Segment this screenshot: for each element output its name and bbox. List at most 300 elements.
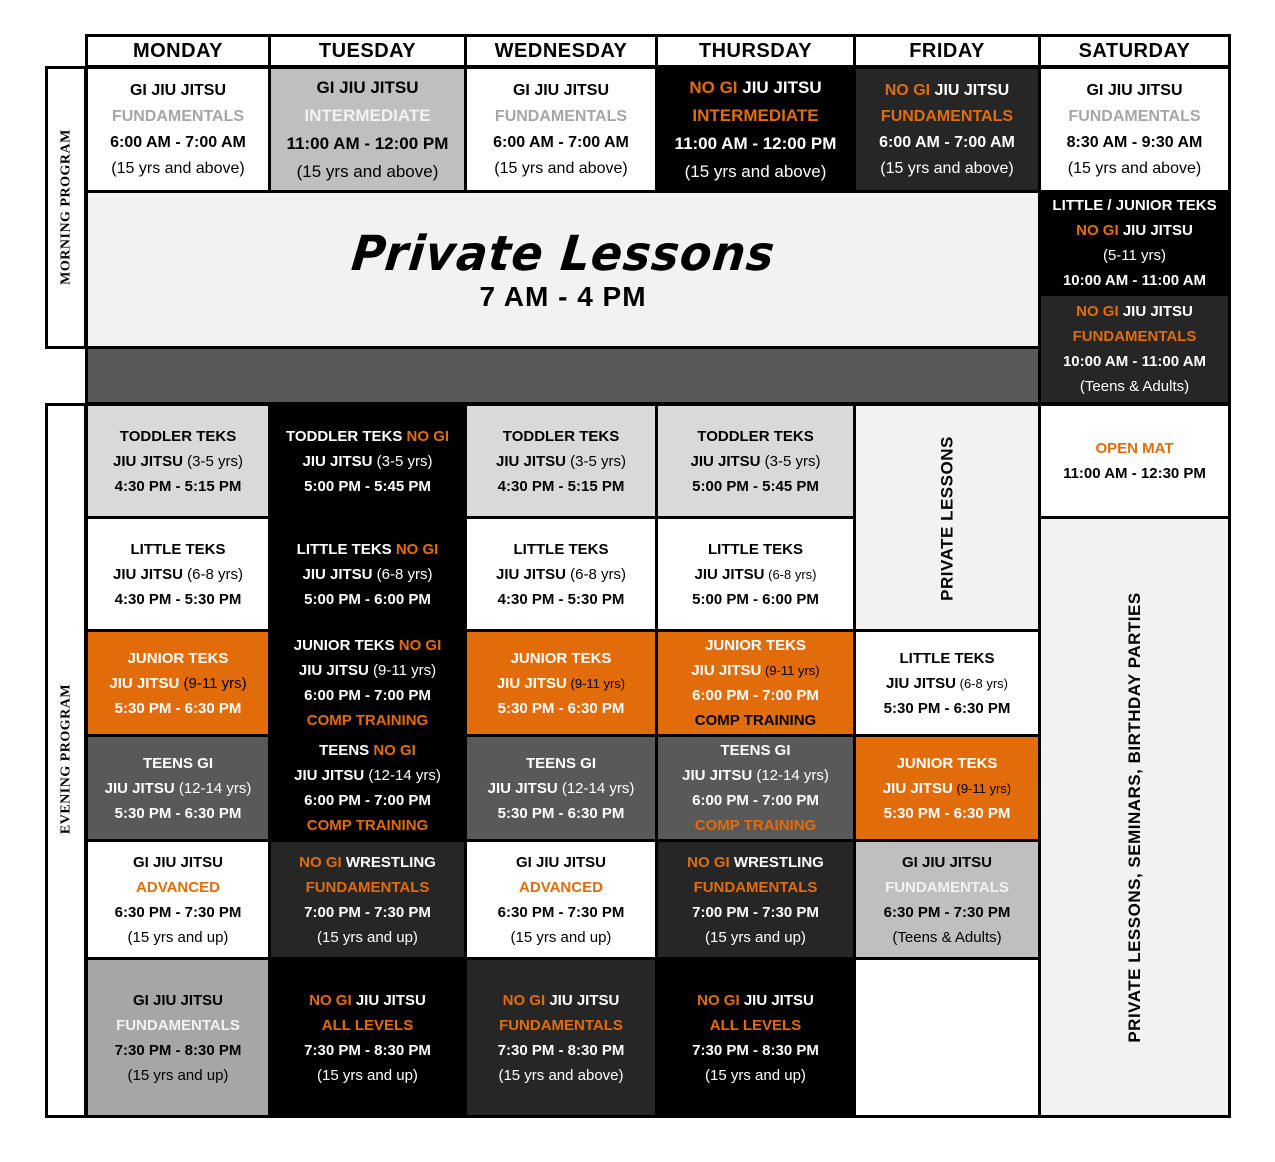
class-line (299, 850, 436, 875)
class-cell (85, 734, 271, 842)
class-text: LITTLE TEKS (296, 540, 396, 558)
class-text: 8:30 AM - 9:30 AM (1066, 133, 1203, 151)
class-text: NO GI (299, 853, 342, 871)
class-text: JIU JITSU (690, 452, 761, 470)
class-text: NO GI (395, 540, 439, 558)
class-cell (655, 629, 856, 737)
class-text: ADVANCED (519, 878, 603, 896)
class-line (885, 78, 1009, 104)
class-cell (268, 629, 467, 737)
class-text: JIU JITSU (496, 674, 567, 692)
class-line (128, 925, 229, 950)
class-line (498, 1038, 625, 1063)
class-text: JIU JITSU (487, 779, 558, 797)
class-cell (1038, 190, 1231, 296)
class-line (1068, 104, 1200, 130)
class-text: (3-5 yrs) (183, 452, 244, 470)
class-line (692, 102, 818, 130)
class-cell (655, 516, 856, 632)
class-cell (464, 839, 658, 960)
class-line (297, 537, 439, 562)
class-line (136, 875, 220, 900)
class-line (496, 449, 626, 474)
class-line (105, 776, 252, 801)
class-text: 7:00 PM - 7:30 PM (304, 903, 431, 921)
class-cell (85, 403, 271, 519)
class-text: 6:00 PM - 7:00 PM (304, 687, 431, 704)
class-text: 6:00 PM - 7:00 PM (692, 687, 819, 704)
class-line (120, 424, 236, 449)
class-text: (9-11 yrs) (566, 675, 626, 691)
class-cell (853, 839, 1041, 960)
class-text: 5:30 PM - 6:30 PM (114, 699, 242, 717)
class-line (883, 776, 1011, 801)
class-text: NO GI (697, 991, 740, 1009)
class-line (1063, 268, 1206, 293)
class-line (302, 562, 432, 587)
class-text: 5:00 PM - 5:45 PM (692, 477, 819, 495)
class-text: FUNDAMENTALS (494, 107, 628, 125)
class-text: (15 yrs and above) (111, 159, 245, 177)
class-text: GI JIU JITSU (515, 853, 607, 871)
saturday-vertical-label: PRIVATE LESSONS, SEMINARS, BIRTHDAY PARTIES (1125, 592, 1144, 1043)
class-text: 6:30 PM - 7:30 PM (114, 903, 242, 921)
class-cell (85, 839, 271, 960)
class-line (694, 875, 818, 900)
class-line (307, 813, 428, 838)
class-cell (1038, 403, 1231, 519)
class-line (900, 646, 995, 671)
class-line (1063, 349, 1206, 374)
class-line (692, 474, 819, 499)
class-text: JIU JITSU (682, 767, 753, 784)
class-line (130, 78, 226, 104)
class-text: INTERMEDIATE (692, 105, 819, 125)
class-text: 5:30 PM - 6:30 PM (497, 804, 625, 822)
class-text: (12-14 yrs) (364, 767, 441, 784)
class-line (286, 424, 449, 449)
class-text: (12-14 yrs) (752, 767, 829, 784)
class-line (710, 1013, 801, 1038)
class-text: WRESTLING (729, 853, 824, 871)
class-line (115, 474, 242, 499)
class-line (115, 696, 242, 721)
class-text: (3-5 yrs) (760, 452, 821, 470)
class-cell (268, 734, 467, 842)
class-text: 5:30 PM - 6:30 PM (497, 699, 625, 717)
class-line (1067, 130, 1203, 156)
class-text: 11:00 AM - 12:30 PM (1063, 465, 1206, 482)
class-text: (15 yrs and above) (880, 159, 1014, 177)
class-line (498, 474, 625, 499)
class-text: JIU JITSU (495, 565, 567, 583)
class-text: 11:00 AM - 12:00 PM (286, 133, 449, 153)
class-text: 6:00 AM - 7:00 AM (879, 133, 1015, 151)
class-line (519, 875, 603, 900)
class-text: (15 yrs and up) (705, 928, 806, 946)
class-text: (15 yrs and up) (127, 928, 229, 946)
class-cell (853, 66, 1041, 193)
class-text: 4:30 PM - 5:30 PM (497, 590, 625, 608)
class-text: LITTLE TEKS (708, 540, 803, 558)
class-line (503, 988, 620, 1013)
friday-private-lessons (853, 403, 1041, 632)
class-text: 5:00 PM - 6:00 PM (692, 590, 819, 608)
empty-cell (853, 957, 1041, 1118)
class-text: GI JIU JITSU (512, 81, 610, 99)
class-line (514, 537, 609, 562)
class-text: 5:30 PM - 6:30 PM (883, 804, 1011, 822)
private-lessons-banner (85, 190, 1041, 349)
class-line (133, 850, 223, 875)
class-line (1073, 324, 1197, 349)
class-line (304, 1038, 431, 1063)
class-text: GI JIU JITSU (316, 77, 419, 97)
class-text: JIU JITSU (112, 565, 184, 583)
class-text: ALL LEVELS (709, 1016, 802, 1034)
class-text: (6-8 yrs) (566, 565, 627, 583)
class-text: FUNDAMENTALS (499, 1016, 623, 1034)
class-line (304, 474, 431, 499)
class-text: 10:00 AM - 11:00 AM (1062, 272, 1207, 289)
class-cell (464, 403, 658, 519)
class-line (498, 587, 625, 612)
class-text: NO GI (689, 77, 738, 97)
class-text: (6-8 yrs) (372, 565, 433, 583)
class-line (1095, 436, 1173, 461)
class-text: NO GI (884, 81, 931, 99)
morning-program-label-box (45, 66, 87, 349)
class-text: JUNIOR TEKS (293, 637, 399, 654)
class-cell (1038, 66, 1231, 193)
class-text: 7:30 PM - 8:30 PM (114, 1041, 242, 1059)
class-line (304, 788, 431, 813)
class-text: COMP TRAINING (306, 712, 429, 729)
class-text: 10:00 AM - 11:00 AM (1062, 353, 1207, 370)
class-text: (Teens & Adults) (892, 928, 1002, 946)
day-header-wednesday: WEDNESDAY (464, 34, 658, 68)
class-line (695, 708, 816, 733)
class-text: 7:30 PM - 8:30 PM (497, 1041, 625, 1059)
class-line (498, 696, 625, 721)
class-line (317, 1063, 418, 1088)
class-line (682, 763, 829, 788)
class-line (1063, 461, 1206, 486)
evening-program-label-box (45, 403, 87, 1118)
class-line (109, 671, 246, 696)
class-line (884, 900, 1011, 925)
class-cell (655, 839, 856, 960)
class-text: (3-5 yrs) (372, 452, 433, 470)
class-line (692, 900, 819, 925)
class-text: JIU JITSU (882, 779, 953, 797)
class-line (115, 900, 242, 925)
class-cell (268, 839, 467, 960)
class-cell (464, 957, 658, 1118)
class-text: COMP TRAINING (694, 712, 817, 729)
class-line (299, 658, 436, 683)
class-text: JIU JITSU (739, 991, 814, 1009)
class-line (885, 875, 1009, 900)
class-text: LITTLE TEKS (899, 649, 995, 667)
class-text: JIU JITSU (351, 991, 426, 1009)
class-line (691, 658, 819, 683)
class-text: 7:30 PM - 8:30 PM (304, 1041, 431, 1059)
class-text: JUNIOR TEKS (896, 754, 998, 772)
day-header-friday: FRIDAY (853, 34, 1041, 68)
class-cell (85, 629, 271, 737)
class-line (884, 696, 1011, 721)
class-line (494, 156, 627, 182)
class-line (498, 1063, 623, 1088)
class-line (111, 156, 244, 182)
class-line (697, 424, 813, 449)
class-text: TODDLER TEKS (285, 427, 407, 445)
class-text: (3-5 yrs) (566, 452, 627, 470)
class-text: LITTLE TEKS (513, 540, 609, 558)
class-text: ALL LEVELS (321, 1016, 414, 1034)
class-cell (853, 734, 1041, 842)
class-line (304, 587, 431, 612)
class-line (708, 537, 803, 562)
class-line (113, 562, 243, 587)
class-text: LITTLE / JUNIOR TEKS (1052, 197, 1217, 214)
class-line (304, 900, 431, 925)
separator-band (85, 346, 1041, 405)
class-cell (464, 629, 658, 737)
class-text: (15 yrs and above) (494, 159, 628, 177)
class-text: 5:00 PM - 6:00 PM (304, 590, 431, 608)
class-text: JIU JITSU (112, 452, 184, 470)
day-header-monday: MONDAY (85, 34, 271, 68)
class-text: JIU JITSU (294, 767, 365, 784)
class-text: COMP TRAINING (694, 817, 817, 834)
class-cell (268, 516, 467, 632)
class-line (503, 424, 619, 449)
class-text: JUNIOR TEKS (510, 649, 612, 667)
class-text: (15 yrs and above) (684, 161, 827, 181)
class-text: (6-8 yrs) (956, 675, 1009, 691)
class-text: (15 yrs and up) (705, 1066, 806, 1084)
class-cell (1038, 293, 1231, 405)
class-line (309, 988, 426, 1013)
private-lessons-time: 7 AM - 4 PM (479, 280, 647, 312)
class-text: JIU JITSU (104, 779, 175, 797)
class-text: 6:00 AM - 7:00 AM (110, 133, 246, 151)
class-cell (655, 734, 856, 842)
class-cell (85, 66, 271, 193)
class-line (685, 158, 827, 186)
class-text: JIU JITSU (109, 674, 180, 692)
class-text: FUNDAMENTALS (1072, 328, 1197, 345)
class-line (498, 801, 625, 826)
class-text: TODDLER TEKS (697, 427, 814, 445)
class-line (294, 763, 441, 788)
morning-program-label: MORNING PROGRAM (58, 129, 74, 285)
class-text: JIU JITSU (302, 565, 373, 583)
class-text: JIU JITSU (1118, 303, 1193, 320)
class-line (511, 646, 612, 671)
class-text: INTERMEDIATE (304, 105, 431, 125)
class-line (294, 633, 442, 658)
class-cell (268, 957, 467, 1118)
class-line (113, 449, 243, 474)
class-text: FUNDAMENTALS (111, 107, 245, 125)
class-text: GI JIU JITSU (1086, 81, 1183, 99)
class-text: NO GI (398, 637, 442, 654)
class-line (697, 988, 814, 1013)
class-text: JIU JITSU (545, 991, 620, 1009)
class-line (488, 776, 635, 801)
class-text: ADVANCED (136, 878, 220, 896)
class-text: JIU JITSU (737, 77, 822, 97)
class-text: NO GI (373, 742, 416, 759)
class-line (495, 104, 627, 130)
class-line (1076, 218, 1193, 243)
class-text: TEENS (319, 742, 374, 759)
class-cell (268, 403, 467, 519)
class-line (720, 738, 790, 763)
class-line (687, 850, 824, 875)
class-cell (655, 66, 856, 193)
class-text: JIU JITSU (1118, 222, 1193, 239)
class-line (317, 925, 418, 950)
class-text: OPEN MAT (1095, 440, 1174, 457)
class-line (304, 102, 430, 130)
class-cell (655, 403, 856, 519)
class-text: (Teens & Adults) (1079, 378, 1190, 395)
class-text: TEENS GI (142, 754, 213, 772)
class-text: (15 yrs and above) (1067, 159, 1202, 177)
class-text: GI JIU JITSU (132, 991, 224, 1009)
class-line (516, 850, 606, 875)
private-lessons-title: Private Lessons (348, 224, 778, 281)
class-line (493, 130, 629, 156)
day-header-saturday: SATURDAY (1038, 34, 1231, 68)
class-text: (12-14 yrs) (174, 779, 252, 797)
class-line (705, 925, 806, 950)
class-text: (9-11 yrs) (179, 674, 247, 692)
class-line (1080, 374, 1189, 399)
class-text: NO GI (502, 991, 546, 1009)
class-cell (464, 66, 658, 193)
class-text: FUNDAMENTALS (1068, 107, 1201, 125)
class-line (692, 587, 819, 612)
class-line (499, 1013, 623, 1038)
class-text: JIU JITSU (691, 662, 762, 679)
class-text: 4:30 PM - 5:15 PM (497, 477, 625, 495)
class-line (128, 1063, 229, 1088)
class-line (1076, 299, 1193, 324)
class-line (307, 708, 428, 733)
class-line (319, 738, 416, 763)
saturday-private-lessons-seminars (1038, 516, 1231, 1118)
class-line (133, 988, 223, 1013)
class-line (526, 751, 596, 776)
class-text: 5:30 PM - 6:30 PM (114, 804, 242, 822)
class-line (692, 1038, 819, 1063)
class-line (695, 813, 816, 838)
class-text: LITTLE TEKS (130, 540, 226, 558)
class-text: 5:00 PM - 5:45 PM (304, 477, 431, 495)
class-line (143, 751, 213, 776)
class-cell (85, 957, 271, 1118)
class-line (128, 646, 229, 671)
class-text: NO GI (309, 991, 352, 1009)
class-text: JIU JITSU (885, 674, 957, 692)
class-text: NO GI (1076, 303, 1119, 320)
class-line (131, 537, 226, 562)
class-text: NO GI (406, 427, 450, 445)
class-line (498, 900, 625, 925)
class-text: (6-8 yrs) (183, 565, 244, 583)
class-text: (9-11 yrs) (761, 663, 820, 678)
class-line (115, 587, 242, 612)
class-text: GI JIU JITSU (129, 81, 227, 99)
class-text: 4:30 PM - 5:15 PM (114, 477, 242, 495)
class-text: JIU JITSU (302, 452, 373, 470)
class-line (304, 683, 431, 708)
class-line (497, 671, 625, 696)
class-text: FUNDAMENTALS (305, 878, 430, 896)
class-text: FUNDAMENTALS (693, 878, 818, 896)
class-text: JIU JITSU (930, 81, 1010, 99)
class-line (879, 130, 1015, 156)
class-line (675, 130, 837, 158)
class-line (115, 801, 242, 826)
class-text: (15 yrs and up) (510, 928, 612, 946)
class-text: FUNDAMENTALS (116, 1016, 240, 1034)
class-cell (853, 629, 1041, 737)
class-text: 4:30 PM - 5:30 PM (114, 590, 242, 608)
class-line (881, 104, 1013, 130)
class-line (496, 562, 626, 587)
class-text: NO GI (687, 853, 730, 871)
class-line (112, 104, 244, 130)
class-line (1068, 156, 1201, 182)
class-text: GI JIU JITSU (132, 853, 224, 871)
class-text: TODDLER TEKS (119, 427, 237, 445)
class-text: (12-14 yrs) (557, 779, 635, 797)
class-text: FUNDAMENTALS (880, 107, 1014, 125)
class-text: 6:00 PM - 7:00 PM (692, 792, 819, 809)
day-header-tuesday: TUESDAY (268, 34, 467, 68)
class-text: (15 yrs and above) (296, 161, 439, 181)
class-line (705, 1063, 806, 1088)
class-cell (655, 957, 856, 1118)
class-text: (15 yrs and up) (127, 1066, 229, 1084)
class-text: (5-11 yrs) (1102, 247, 1167, 264)
class-line (116, 1013, 240, 1038)
class-text: JIU JITSU (495, 452, 567, 470)
evening-program-label: EVENING PROGRAM (58, 683, 74, 835)
class-line (692, 788, 819, 813)
class-text: JIU JITSU (298, 662, 369, 679)
class-line (1103, 243, 1166, 268)
class-line (902, 850, 992, 875)
class-line (302, 449, 432, 474)
class-line (689, 74, 821, 102)
class-text: 11:00 AM - 12:00 PM (674, 133, 837, 153)
class-text: JUNIOR TEKS (705, 637, 806, 654)
class-text: 7:00 PM - 7:30 PM (692, 903, 819, 921)
class-text: 5:30 PM - 6:30 PM (883, 699, 1011, 717)
friday-private-lessons-label: PRIVATE LESSONS (937, 436, 957, 601)
class-text: 6:30 PM - 7:30 PM (883, 903, 1011, 921)
class-line (705, 633, 806, 658)
class-line (892, 925, 1001, 950)
class-text: JIU JITSU (694, 565, 765, 583)
